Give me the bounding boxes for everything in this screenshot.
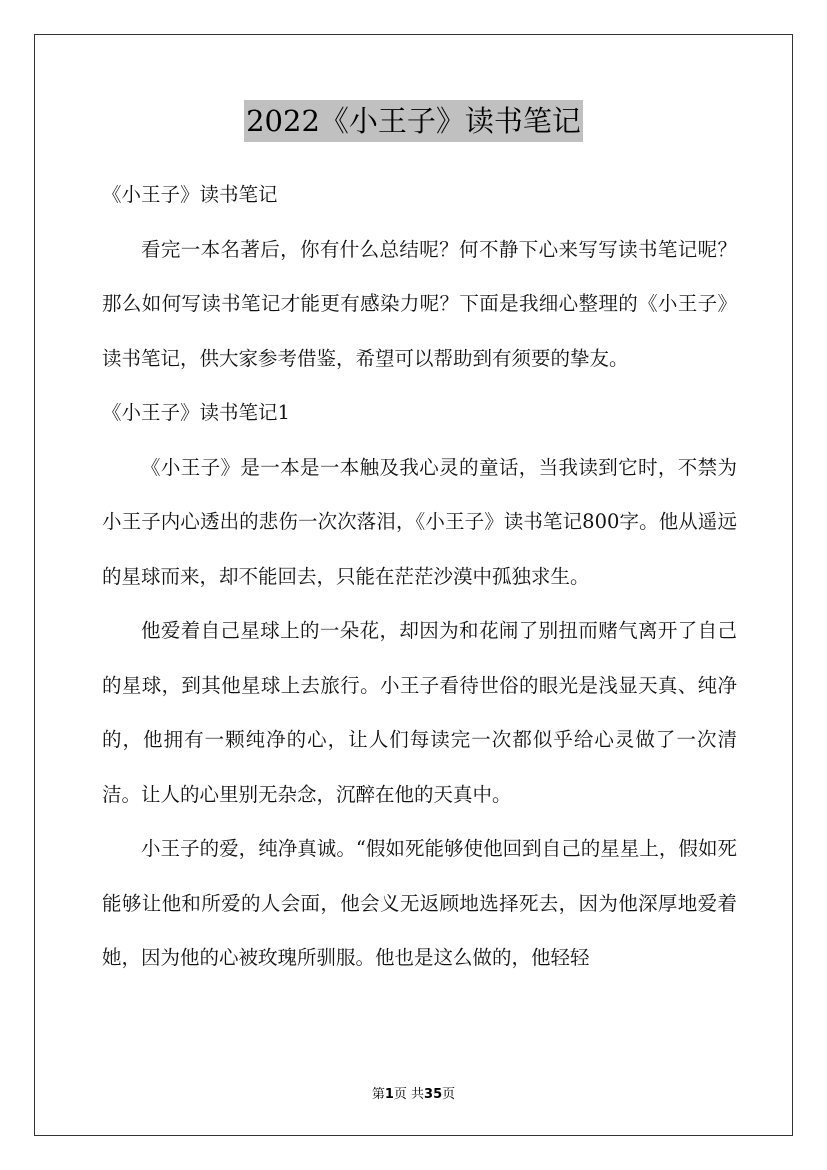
title-container [0, 100, 827, 142]
section-heading: 《小王子》读书笔记 [102, 183, 278, 206]
page-footer [0, 1083, 827, 1102]
document-title: 2022《小王子》读书笔记 [244, 100, 583, 142]
document-body [102, 168, 737, 986]
body-paragraph: 他爱着自己星球上的一朵花，却因为和花闹了别扭而赌气离开了自己的星球，到其他星球上去旅行。小王子看待世俗的眼光是浅显天真、纯净的，他拥有一颗纯净的心，让人们每读完一次都似乎给心灵做了一次清洁。让人的心里别无杂念，沉醉在他的天真中。 [102, 619, 737, 806]
footer-mid: 页 共 [393, 1087, 425, 1102]
intro-paragraph: 看完一本名著后，你有什么总结呢？何不静下心来写写读书笔记呢？那么如何写读书笔记才能更有感染力呢？下面是我细心整理的《小王子》读书笔记，供大家参考借鉴，希望可以帮助到有须要的挚友。 [102, 237, 737, 370]
body-paragraph: 《小王子》是一本是一本触及我心灵的童话，当我读到它时，不禁为小王子内心透出的悲伤一次次落泪，《小王子》读书笔记800字。他从遥远的星球而来，却不能回去，只能在茫茫沙漠中孤独求生。 [102, 455, 737, 588]
footer-suffix: 页 [442, 1087, 456, 1102]
total-page-count: 35 [424, 1087, 443, 1102]
current-page-number: 1 [384, 1087, 394, 1102]
section-heading: 《小王子》读书笔记1 [102, 401, 290, 424]
footer-prefix: 第 [371, 1087, 385, 1102]
body-paragraph: 小王子的爱，纯净真诚。“假如死能够使他回到自己的星星上，假如死能够让他和所爱的人会面，他会义无返顾地选择死去，因为他深厚地爱着她，因为他的心被玫瑰所驯服。他也是这么做的，他轻轻 [102, 837, 737, 969]
